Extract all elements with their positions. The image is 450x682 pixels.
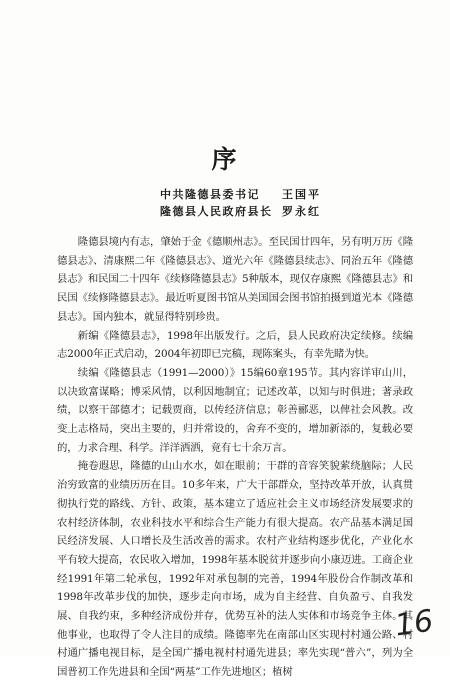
body-paragraph: 新编《隆德县志》，1998年出版发行。之后，县人民政府决定续修。续编志2000年正式启动，2004年初即已完稿，现陈案头，有幸先睹为快。 <box>57 329 413 361</box>
signature-name: 王国平 <box>282 188 321 201</box>
handwritten-page-number: 16 <box>392 603 436 644</box>
signature-line-county-head <box>160 205 321 219</box>
body-paragraph: 掩卷遐思，隆德的山山水水，如在眼前；干群的音容笑貌萦绕脑际；人民治穷致富的业绩历历在目。10多年来，广大干部群众，坚持改革开放，认真贯彻执行党的路线、方针、政策，基本建立了适应社会主义市场经济发展要求的农村经济体制，农业科技水平和综合生产能力有很大提高。农产品基本满足国民经济发展、人口增长及生活改善的需求。农村产业结构逐步优化，产业化水平有较大提高，农民收入增加，1998年基本脱贫并逐步向小康迈进。工商企业经1991年第二轮承包，1992年对承包制的完善，1994年股份合作制改革和1998年改革步伐的加快，逐步走向市场，成为自主经营、自负盈亏、自我发展、自我约束，多种经济成份并存，优势互补的法人实体和市场竞争主体。其他事业，也取得了令人注目的成绩。隆德率先在南部山区实现村村通公路、村村通广播电视目标，是全国广播电视村村通先进县；率先实现“普六”，列为全国普初工作先进县和全国“两基”工作先进地区；植树 <box>57 460 413 679</box>
body-paragraph: 隆德县境内有志，肇始于金《德顺州志》。至民国廿四年，另有明万历《隆德县志》、清康熙二年《隆德县志》、道光六年《隆德县续志》、同治五年《隆德县志》和民国二十四年《续修隆德县志》5种版本，现仅存康熙《隆德县志》和民国《续修隆德县志》。最近听夏图书馆从美国国会图书馆拍摄到道光本《隆德县志》。国内独本，就显得特别珍贵。 <box>57 236 413 323</box>
preface-body <box>57 233 413 682</box>
signature-title: 隆德县人民政府县长 <box>160 205 273 218</box>
signature-name: 罗永红 <box>282 205 321 218</box>
signature-line-party-secretary <box>160 188 321 202</box>
signature-title: 中共隆德县委书记 <box>160 188 260 201</box>
body-paragraph: 续编《隆德县志（1991—2000）》15编60章195节。其内容详审山川，以决致富谋略；博采风情，以利因地制宜；记述改革，以知与时俱进；著录政绩，以察干部德才；记载贾商，以传经济信息；彰善郦恶，以俾社会风教。改变上志格局，突出主要的，归并常设的，舍弃不变的，增加新添的，复载必要的，力求合理、科学。洋洋洒洒，竟有七十余万言。 <box>57 366 413 454</box>
preface-title: 序 <box>211 145 239 174</box>
